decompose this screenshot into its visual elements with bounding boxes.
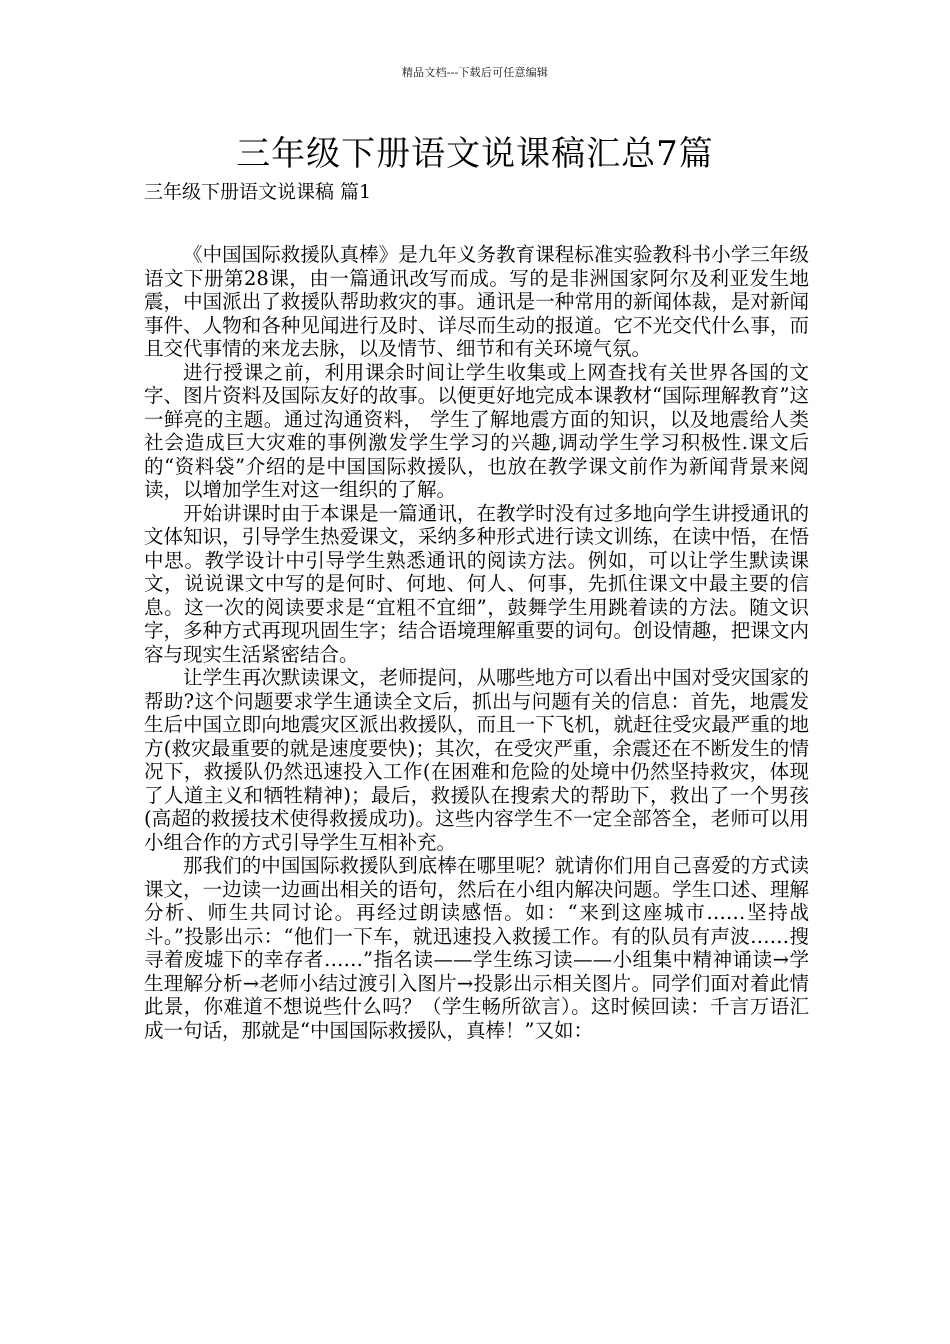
body-text (144, 243, 809, 1042)
paragraph: 那我们的中国国际救援队到底棒在哪里呢？就请你们用自己喜爱的方式读课文，一边读一边画出相关的语句，然后在小组内解决问题。学生口述、理解分析、师生共同讨论。再经过朗读感悟。如：“来到这座城市……坚持战斗。”投影出示：“他们一下车，就迅速投入救援工作。有的队员有声波……搜寻着废墟下的幸存者……”指名读——学生练习读——小组集中精神诵读→学生理解分析→老师小结过渡引入图片→投影出示相关图片。同学们面对着此情此景，你难道不想说些什么吗？（学生畅所欲言）。这时候回读：千言万语汇成一句话，那就是“中国国际救援队，真棒！”又如： (144, 854, 809, 1042)
paragraph: 开始讲课时由于本课是一篇通讯，在教学时没有过多地向学生讲授通讯的文体知识，引导学生热爱课文，采纳多种形式进行读文训练，在读中悟，在悟中思。教学设计中引导学生熟悉通讯的阅读方法。例如，可以让学生默读课文，说说课文中写的是何时、何地、何人、何事，先抓住课文中最主要的信息。这一次的阅读要求是“宜粗不宜细”，鼓舞学生用跳着读的方法。随文识字，多种方式再现巩固生字；结合语境理解重要的词句。创设情趣，把课文内容与现实生活紧密结合。 (144, 501, 809, 666)
document-title: 三年级下册语文说课稿汇总7篇 (236, 134, 714, 174)
paragraph: 让学生再次默读课文，老师提问，从哪些地方可以看出中国对受灾国家的帮助?这个问题要求学生通读全文后，抓出与问题有关的信息：首先，地震发生后中国立即向地震灾区派出救援队，而且一下飞机，就赶往受灾最严重的地方(救灾最重要的就是速度要快)；其次，在受灾严重，余震还在不断发生的情况下，救援队仍然迅速投入工作(在困难和危险的处境中仍然坚持救灾，体现了人道主义和牺牲精神)；最后，救援队在搜索犬的帮助下，救出了一个男孩(高超的救援技术使得救援成功)。这些内容学生不一定全部答全，老师可以用小组合作的方式引导学生互相补充。 (144, 666, 809, 854)
section-title: 三年级下册语文说课稿 篇1 (144, 181, 372, 203)
paragraph: 《中国国际救援队真棒》是九年义务教育课程标准实验教科书小学三年级语文下册第28课，由一篇通讯改写而成。写的是非洲国家阿尔及利亚发生地震，中国派出了救援队帮助救灾的事。通讯是一种常用的新闻体裁，是对新闻事件、人物和各种见闻进行及时、详尽而生动的报道。它不光交代什么事，而且交代事情的来龙去脉，以及情节、细节和有关环境气氛。 (144, 243, 809, 360)
header-note: 精品文档---下载后可任意编辑 (401, 66, 549, 79)
paragraph: 进行授课之前，利用课余时间让学生收集或上网查找有关世界各国的文字、图片资料及国际友好的故事。以便更好地完成本课教材“国际理解教育”这一鲜亮的主题。通过沟通资料， 学生了解地震方面的知识，以及地震给人类社会造成巨大灾难的事例激发学生学习的兴趣,调动学生学习积极性.课文后的“资料袋”介绍的是中国国际救援队，也放在教学课文前作为新闻背景来阅读，以增加学生对这一组织的了解。 (144, 360, 809, 501)
